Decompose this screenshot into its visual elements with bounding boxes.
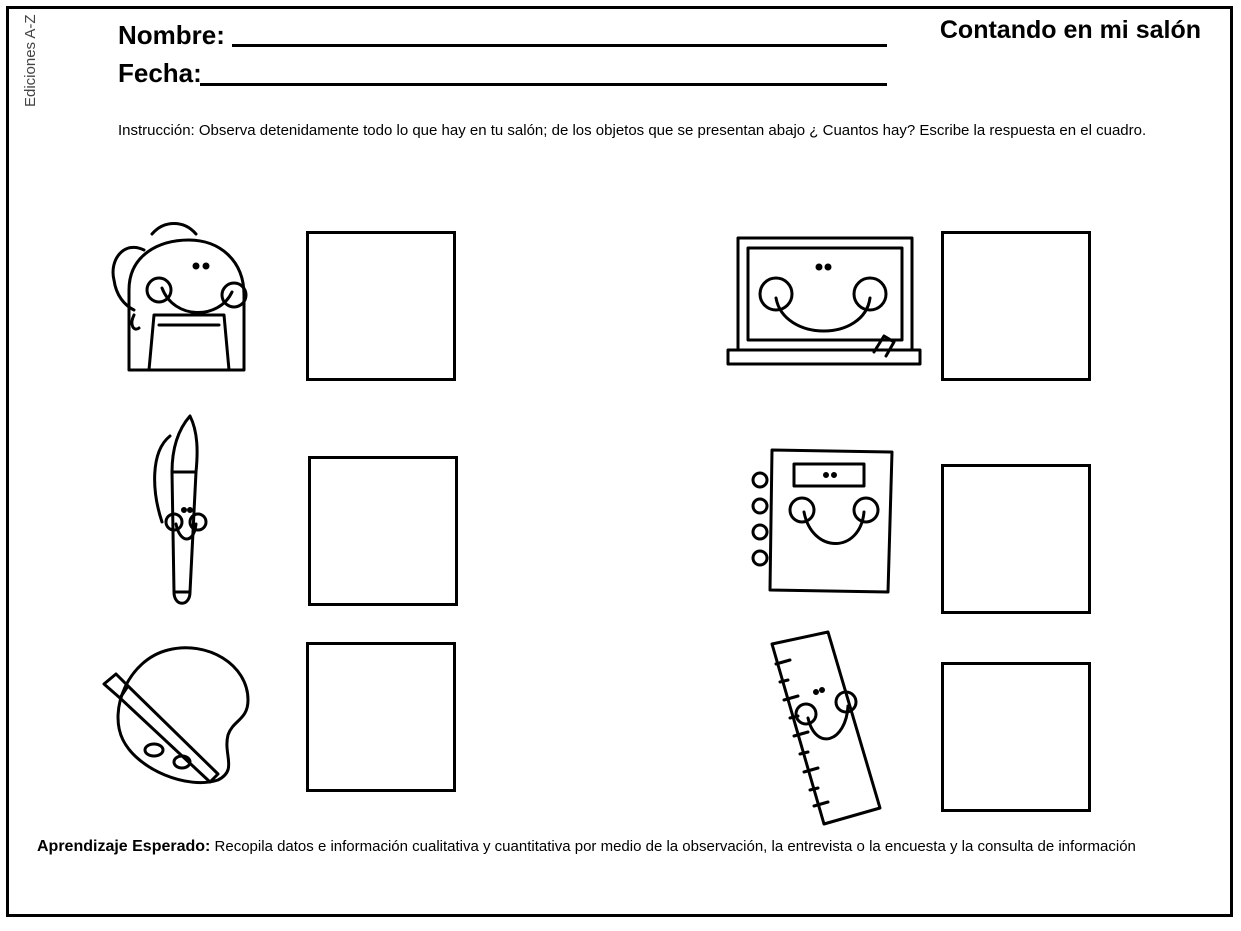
answer-box-notebook[interactable]	[941, 464, 1091, 614]
pen-icon	[140, 412, 230, 617]
chalkboard-icon	[724, 232, 924, 372]
worksheet-title: Contando en mi salón	[939, 16, 1201, 44]
learning-outcome	[37, 836, 1222, 857]
date-field[interactable]	[200, 83, 887, 86]
date-label: Fecha:	[118, 58, 202, 88]
name-field[interactable]	[232, 44, 887, 47]
backpack-icon	[104, 220, 264, 380]
instruction-text: Instrucción: Observa detenidamente todo lo que hay en tu salón; de los objetos que se presentan abajo ¿ Cuantos hay? Escribe la respuesta en el cuadro.	[118, 122, 1147, 139]
publisher-credit: Ediciones A-Z	[22, 14, 39, 107]
answer-box-pen[interactable]	[308, 456, 458, 606]
name-label: Nombre:	[118, 20, 225, 50]
ruler-icon	[764, 628, 894, 833]
learning-outcome-text: Recopila datos e información cualitativa y cuantitativa por medio de la observación, la entrevista o la encuesta y la consulta de información	[210, 838, 1136, 855]
answer-box-chalkboard[interactable]	[941, 231, 1091, 381]
learning-outcome-label: Aprendizaje Esperado:	[37, 838, 211, 855]
answer-box-palette[interactable]	[306, 642, 456, 792]
answer-box-ruler[interactable]	[941, 662, 1091, 812]
answer-box-backpack[interactable]	[306, 231, 456, 381]
paint-palette-icon	[98, 640, 258, 790]
notebook-icon	[750, 444, 900, 604]
